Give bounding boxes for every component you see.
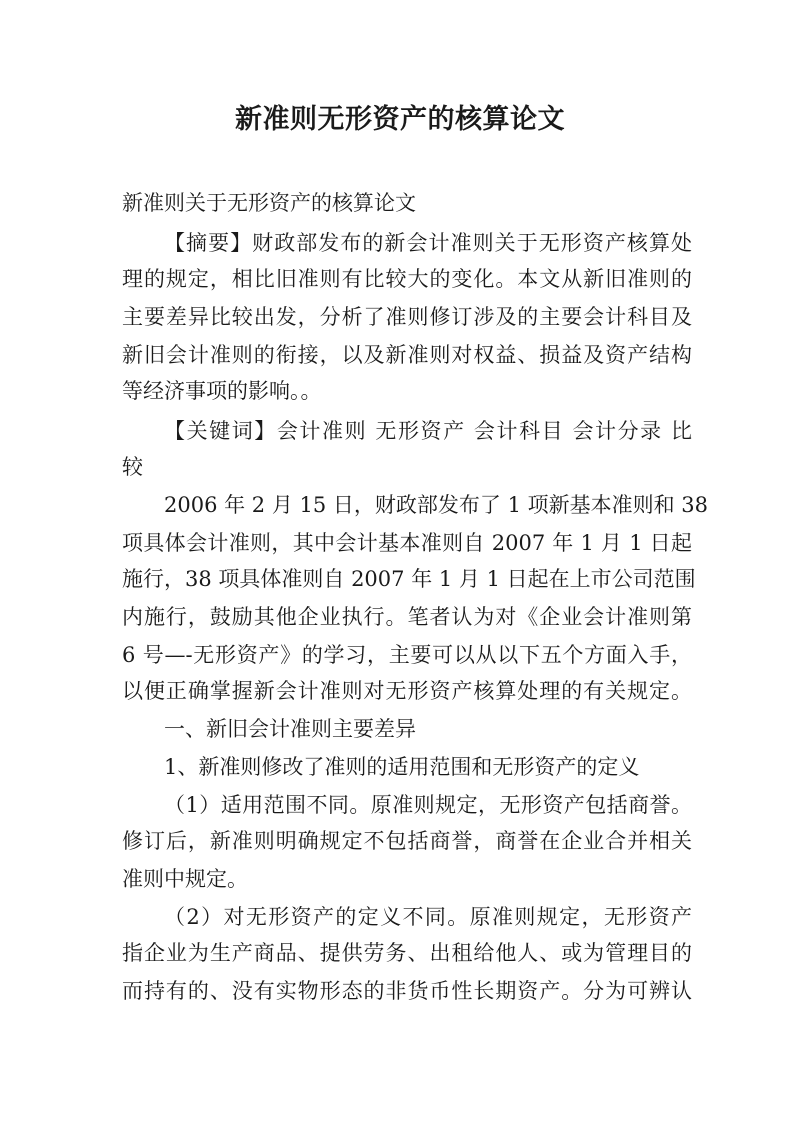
body-line-7: （1）适用范围不同。原准则规定，无形资产包括商誉。 [164,793,692,817]
body-line-4: 内施行，鼓励其他企业执行。笔者认为对《企业会计准则第 [122,605,692,629]
abstract-line-3: 主要差异比较出发，分析了准则修订涉及的主要会计科目及 [122,305,692,329]
body-line-10: （2）对无形资产的定义不同。原准则规定，无形资产 [164,905,692,929]
body-line-3: 施行，38 项具体准则自 2007 年 1 月 1 日起在上市公司范围 [122,567,696,591]
body-line-9: 准则中规定。 [122,867,248,891]
body-line-12: 而持有的、没有实物形态的非货币性长期资产。分为可辨认 [122,979,692,1003]
abstract-line-2: 理的规定，相比旧准则有比较大的变化。本文从新旧准则的 [122,267,692,291]
keywords-line-2: 较 [122,455,143,479]
abstract-line-4: 新旧会计准则的衔接，以及新准则对权益、损益及资产结构 [122,343,692,367]
body-line-8: 修订后，新准则明确规定不包括商誉，商誉在企业合并相关 [122,829,692,853]
subsection-heading-1: 1、新准则修改了准则的适用范围和无形资产的定义 [164,755,640,779]
body-line-5: 6 号—-无形资产》的学习，主要可以从以下五个方面入手， [122,643,692,667]
document-title: 新准则无形资产的核算论文 [235,104,565,135]
keywords-line-1: 【关键词】会计准则 无形资产 会计科目 会计分录 比 [164,419,692,443]
body-line-11: 指企业为生产商品、提供劳务、出租给他人、或为管理目的 [122,941,692,965]
body-line-1: 2006 年 2 月 15 日，财政部发布了 1 项新基本准则和 38 [164,493,709,517]
abstract-line-5: 等经济事项的影响。。 [122,379,322,403]
abstract-line-1: 【摘要】财政部发布的新会计准则关于无形资产核算处 [164,231,692,255]
body-line-2: 项具体会计准则，其中会计基本准则自 2007 年 1 月 1 日起 [122,531,692,555]
section-heading-1: 一、新旧会计准则主要差异 [164,717,416,741]
body-line-6: 以便正确掌握新会计准则对无形资产核算处理的有关规定。 [122,679,692,703]
subtitle-line: 新准则关于无形资产的核算论文 [122,191,416,215]
